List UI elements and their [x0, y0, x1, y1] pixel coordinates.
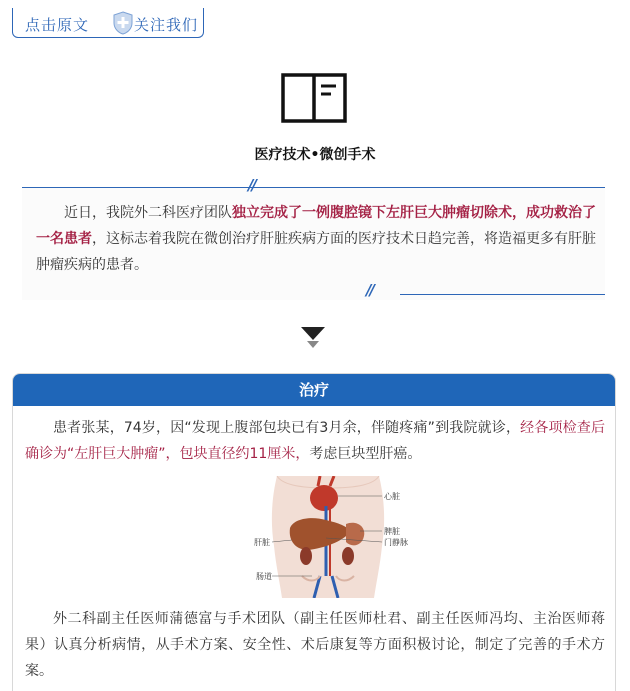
treatment-paragraph-1: [25, 415, 605, 467]
label-spleen: 脾脏: [384, 527, 400, 536]
intro-paragraph: [36, 200, 596, 278]
double-chevron-down-icon: [300, 326, 326, 350]
label-liver: 肝脏: [254, 538, 270, 547]
label-intestine: 肠道: [256, 572, 272, 581]
quote-mark-icon: //: [366, 281, 373, 299]
section-title: 医疗技术•微创手术: [254, 147, 376, 163]
treatment-paragraph-2: 外二科副主任医师蒲德富与手术团队（副主任医师杜君、副主任医师冯均、主治医师蒋果）认真分析病情，从手术方案、安全性、术后康复等方面积极讨论，制定了完善的手术方案。: [25, 611, 605, 679]
treatment-text-2: 考虑巨块型肝癌。: [309, 446, 422, 462]
quote-mark-icon: //: [248, 176, 255, 194]
anatomy-illustration: [242, 476, 417, 598]
top-link-bar: [12, 8, 204, 38]
label-portal-vein: 门静脉: [384, 538, 408, 547]
intro-text-1: 近日，我院外二科医疗团队: [64, 205, 232, 221]
treatment-text-1: 患者张某，74岁，因“发现上腹部包块已有3月余，伴随疼痛”到我院就诊，: [53, 420, 521, 436]
treatment-header: 治疗: [13, 374, 615, 406]
shield-plus-icon[interactable]: [112, 11, 134, 35]
divider-top: [22, 187, 605, 188]
divider-bottom: [400, 294, 605, 295]
treatment-card: [12, 373, 616, 691]
read-original-link[interactable]: 点击原文: [25, 16, 90, 34]
intro-highlight: 独立完成了一例腹腔镜下左肝巨大肿瘤切除术，成功救治了一名患者: [36, 205, 596, 247]
follow-us-link[interactable]: 关注我们: [134, 16, 199, 34]
intro-text-2: ，这标志着我院在微创治疗肝脏疾病方面的医疗技术日趋完善，将造福更多有肝脏肿瘤疾病的患者。: [36, 231, 596, 273]
label-heart: 心脏: [384, 492, 400, 501]
book-icon: [281, 73, 347, 123]
treatment-highlight: 经各项检查后确诊为“左肝巨大肿瘤”，包块直径约11厘米，: [25, 420, 605, 462]
